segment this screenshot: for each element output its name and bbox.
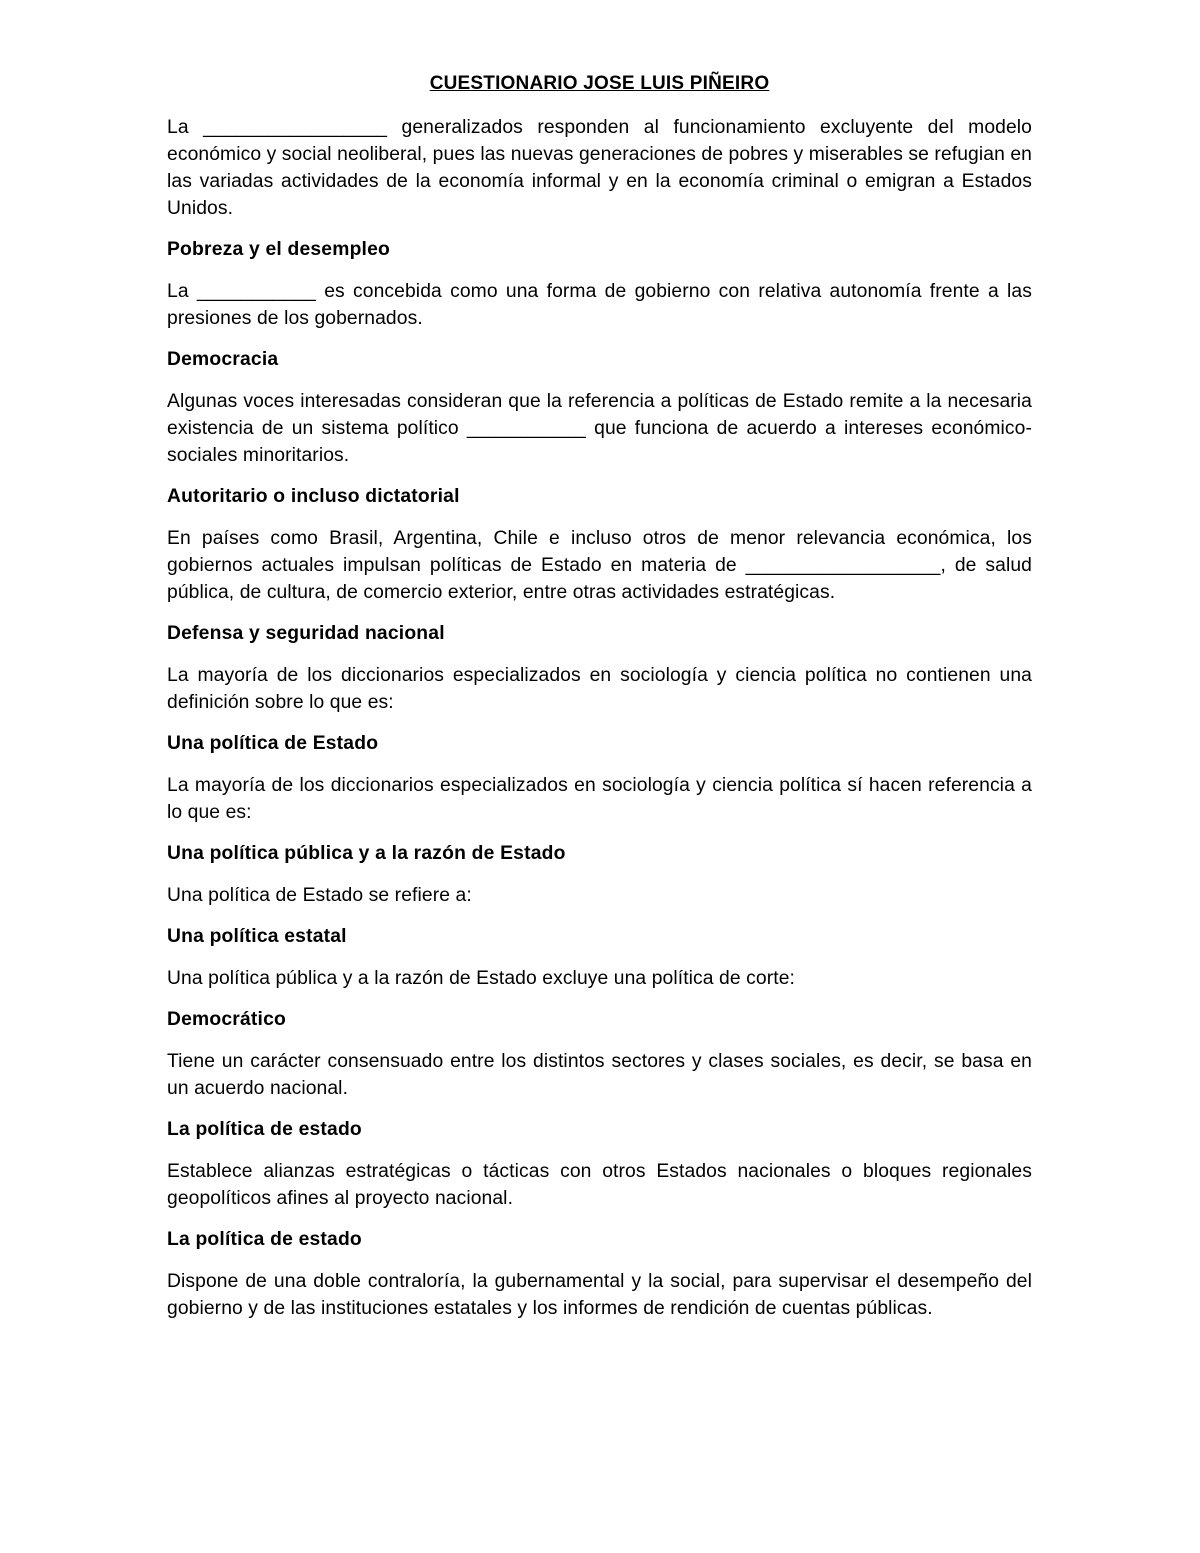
question-9: Tiene un carácter consensuado entre los distintos sectores y clases sociales, es decir, se basa en un acuerdo nacional. xyxy=(167,1051,1032,1099)
question-8: Una política pública y a la razón de Estado excluye una política de corte: xyxy=(167,968,795,989)
question-4: En países como Brasil, Argentina, Chile e incluso otros de menor relevancia económica, los gobiernos actuales impulsan políticas de Estado en materia de __________________, de salud pública, de cultura, de comercio exterior, entre otras actividades estratégicas. xyxy=(167,528,1032,603)
answer-3: Autoritario o incluso dictatorial xyxy=(167,486,460,507)
answer-6: Una política pública y a la razón de Estado xyxy=(167,843,566,864)
answer-9: La política de estado xyxy=(167,1119,362,1140)
question-6: La mayoría de los diccionarios especializados en sociología y ciencia política sí hacen referencia a lo que es: xyxy=(167,775,1032,823)
answer-7: Una política estatal xyxy=(167,926,347,947)
question-10: Establece alianzas estratégicas o tácticas con otros Estados nacionales o bloques regionales geopolíticos afines al proyecto nacional. xyxy=(167,1161,1032,1209)
question-3: Algunas voces interesadas consideran que la referencia a políticas de Estado remite a la necesaria existencia de un sistema político ___________ que funciona de acuerdo a intereses económico-sociales minoritarios. xyxy=(167,391,1032,466)
question-11: Dispone de una doble contraloría, la gubernamental y la social, para supervisar el desempeño del gobierno y de las instituciones estatales y los informes de rendición de cuentas públicas. xyxy=(167,1271,1032,1319)
answer-5: Una política de Estado xyxy=(167,733,379,754)
answer-10: La política de estado xyxy=(167,1229,362,1250)
answer-4: Defensa y seguridad nacional xyxy=(167,623,445,644)
answer-1: Pobreza y el desempleo xyxy=(167,239,391,260)
question-1: La _________________ generalizados responden al funcionamiento excluyente del modelo económico y social neoliberal, pues las nuevas generaciones de pobres y miserables se refugian en las variadas actividades de la economía informal y en la economía criminal o emigran a Estados Unidos. xyxy=(167,117,1033,219)
answer-2: Democracia xyxy=(167,349,279,370)
answer-8: Democrático xyxy=(167,1009,286,1030)
question-2: La ___________ es concebida como una forma de gobierno con relativa autonomía frente a las presiones de los gobernados. xyxy=(167,281,1032,329)
question-7: Una política de Estado se refiere a: xyxy=(167,885,472,906)
question-5: La mayoría de los diccionarios especializados en sociología y ciencia política no contienen una definición sobre lo que es: xyxy=(167,665,1032,713)
document-title: CUESTIONARIO JOSE LUIS PIÑEIRO xyxy=(429,73,770,94)
document-body xyxy=(167,70,1032,1336)
